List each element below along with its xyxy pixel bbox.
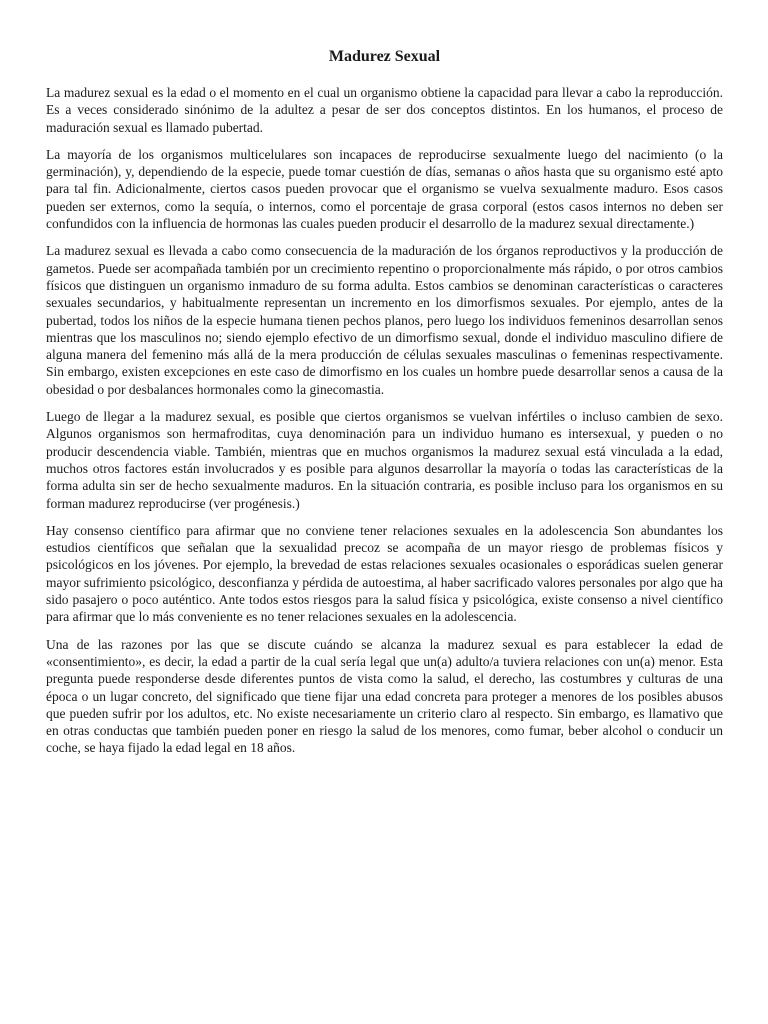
paragraph-6: Una de las razones por las que se discute cuándo se alcanza la madurez sexual es para establecer la edad de «consentimiento», es decir, la edad a partir de la cual sería legal que un(a) adulto/a tuviera relaciones con un(a) menor. Esta pregunta puede responderse desde diferentes puntos de vista como la salud, el derecho, las costumbres y culturas de una época o un lugar concreto, del significado que tiene fijar una edad concreta para proteger a menores de los posibles abusos que pueden sufrir por los adultos, etc. No existe necesariamente un criterio claro al respecto. Sin embargo, es llamativo que en otras conductas que también pueden poner en riesgo la salud de los menores, como fumar, beber alcohol o conducir un coche, se haya fijado la edad legal en 18 años. [46, 636, 723, 756]
paragraph-1: La madurez sexual es la edad o el momento en el cual un organismo obtiene la capacidad para llevar a cabo la reproducción. Es a veces considerado sinónimo de la adultez a pesar de ser dos conceptos distintos. En los humanos, el proceso de maduración sexual es llamado pubertad. [46, 85, 723, 135]
paragraph-3: La madurez sexual es llevada a cabo como consecuencia de la maduración de los órganos reproductivos y la producción de gametos. Puede ser acompañada también por un crecimiento repentino o proporcionalmente más rápido, o por otros cambios físicos que distinguen un organismo inmaduro de su forma adulta. Estos cambios se denominan características o caracteres sexuales secundarios, y habitualmente representan un incremento en los dimorfismos sexuales. Por ejemplo, antes de la pubertad, todos los niños de la especie humana tienen pechos planos, pero luego los individuos femeninos desarrollan senos mientras que los masculinos no; siendo ejemplo efectivo de un dimorfismo sexual, donde el individuo masculino difiere de alguna manera del femenino más allá de la mera producción de células sexuales masculinas o femeninas respectivamente. Sin embargo, existen excepciones en este caso de dimorfismo en los cuales un hombre puede desarrollar senos a causa de la obesidad o por desbalances hormonales como la ginecomastia. [46, 243, 723, 397]
paragraph-5: Hay consenso científico para afirmar que no conviene tener relaciones sexuales en la adolescencia Son abundantes los estudios científicos que señalan que la sexualidad precoz se acompaña de un mayor riesgo de problemas físicos y psicológicos en los jóvenes. Por ejemplo, la brevedad de estas relaciones sexuales ocasionales o esporádicas suelen generar mayor sufrimiento psicológico, desconfianza y pérdida de autoestima, al haber sacrificado valores personales por algo que ha sido pasajero o poco auténtico. Ante todos estos riesgos para la salud física y psicológica, existe consenso a nivel científico para afirmar que lo más conveniente es no tener relaciones sexuales en la adolescencia. [46, 522, 724, 625]
document-page [46, 46, 723, 767]
document-title: Madurez Sexual [328, 48, 441, 65]
paragraph-2: La mayoría de los organismos multicelulares son incapaces de reproducirse sexualmente luego del nacimiento (o la germinación), y, dependiendo de la especie, puede tomar cuestión de días, semanas o años hasta que su organismo esté apto para tal fin. Adicionalmente, ciertos casos pueden provocar que el organismo se vuelva sexualmente maduro. Esos casos pueden ser externos, como la sequía, o internos, como el porcentaje de grasa corporal (estos casos internos no deben ser confundidos con la influencia de hormonas las cuales pueden producir el desarrollo de la madurez sexual directamente.) [46, 146, 723, 232]
paragraph-4: Luego de llegar a la madurez sexual, es posible que ciertos organismos se vuelvan infértiles o incluso cambien de sexo. Algunos organismos son hermafroditas, cuya denominación para un individuo humano es intersexual, y pueden o no producir descendencia viable. También, mientras que en muchos organismos la madurez sexual está vinculada a la edad, muchos otros factores están involucrados y es posible para algunos desarrollar la mayoría o todas las características de la forma adulta sin ser de hecho sexualmente maduros. En la situación contraria, es posible incluso para los organismos en su forman madurez reproducirse (ver progénesis.) [46, 409, 723, 511]
